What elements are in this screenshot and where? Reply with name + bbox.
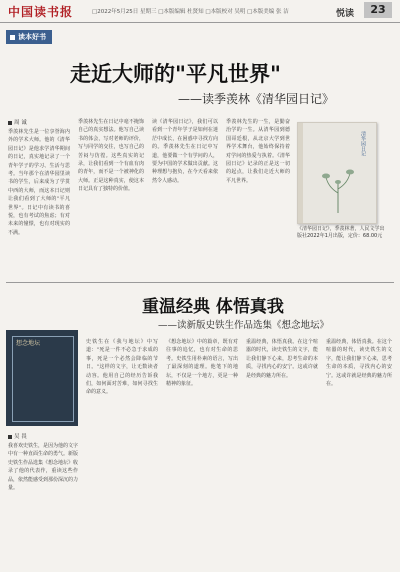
article1-column-1: 季羡林先生是一位享誉海内外的学术大师。他的《清华园日记》是他求学清华期间的日记，真实地记录了一个青年学子的学习、生活与思考。当年那个在清华园里读书的学生，后来成为了学贯中西的大师，而这本日记则让我们看到了大师的"平凡世界"。日记中有读书的喜悦，也有考试的焦虑；有对未来的憧憬，也有对现实的不满。	[8, 129, 70, 236]
book-spine	[298, 123, 303, 223]
article2-column-2: 史铁生在《我与地坛》中写道："死是一件不必急于求成的事，死是一个必然会降临的节日。"这样的文字，让无数读者动容。他用自己的经历告诉我们，如何面对苦难，如何寻找生命的意义。	[86, 339, 158, 396]
article2-subtitle: ——读新版史铁生作品选集《想念地坛》	[158, 320, 330, 331]
article1-author: 周 诚	[14, 120, 27, 126]
square-icon	[10, 35, 15, 40]
section-name: 悦读	[336, 9, 355, 19]
column-tag	[6, 30, 52, 44]
article1-title: 走近大师的"平凡世界"	[70, 61, 281, 86]
book1-caption: 《清华园日记》，季羡林著，人民文学出版社2022年1月出版，定价：68.00元	[297, 226, 385, 239]
article2-author: 吴 畏	[14, 434, 27, 440]
book-cover-frame	[12, 336, 74, 422]
article1-byline	[8, 118, 27, 126]
book-cover-2	[6, 330, 78, 426]
article2-column-5: 重温经典，体悟真我。在这个喧嚣的时代，读史铁生的文字，能让我们静下心来，思考生命的本质，寻找内心的安宁。这或许就是经典的魅力所在。	[326, 339, 392, 388]
article1-column-4: 季羡林先生的一生，是勤奋治学的一生。从清华园到德国哥廷根，从北京大学到世界学术舞台，他始终保持着对学问的热爱与执着。《清华园日记》记录的正是这一切的起点，让我们走近大师的平凡世界。	[226, 119, 290, 184]
book-cover-1	[297, 122, 377, 224]
square-icon	[8, 435, 12, 439]
book-cover-title: 清华园日记	[360, 131, 366, 156]
article2-column-4: 重温经典，体悟真我。在这个喧嚣的时代，读史铁生的文字，能让我们静下心来，思考生命的本质，寻找内心的安宁。这或许就是经典的魅力所在。	[246, 339, 318, 379]
article1-column-2: 季羡林先生在日记中毫不掩饰自己的真实想法。他写自己读书的体会，写对老师的评价，写与同学的交往，也写自己的苦闷与彷徨。这些真实的记录，让我们看到一个有血有肉的青年，而不是一个被神化的大师。正是这种真实，使这本日记具有了独特的价值。	[78, 119, 144, 193]
article2-title: 重温经典 体悟真我	[142, 297, 284, 317]
book2-cover-title: 想念地坛	[16, 340, 41, 347]
section-divider	[6, 282, 394, 283]
article2-column-3: 《想念地坛》中的篇章，既有对往事的追忆，也有对生命的思考。史铁生用朴素的语言，写出了最深刻的道理。他笔下的地坛，不仅是一个地方，更是一种精神的象征。	[166, 339, 238, 388]
page-number: 23	[364, 2, 392, 18]
dateline: □2022年5月25日 星期三 □本版编辑 杜贤知 □本版校对 吴明 □本版美编 张 洁	[92, 9, 289, 15]
masthead	[0, 0, 400, 23]
plant-icon	[318, 163, 358, 213]
column-tag-label: 读本好书	[18, 33, 46, 41]
article1-column-3: 读《清华园日记》，我们可以看到一个青年学子是如何在迷茫中成长，在困惑中寻找方向的。季羡林先生在日记中写道，他要做一个有学问的人，要为中国的学术做出贡献。这种理想与抱负，在今天看来依然令人感动。	[152, 119, 218, 184]
newspaper-logo: 中国读书报	[8, 5, 74, 19]
article2-byline	[8, 432, 27, 440]
article2-column-1: 我喜欢史铁生，是因为他的文字中有一种直面生命的勇气。新版史铁生作品选集《想念地坛》收录了他的代表作，重读这些作品，依然能感受到那份深沉的力量。	[8, 443, 78, 492]
article1-subtitle: ——读季羡林《清华园日记》	[178, 92, 335, 106]
square-icon	[8, 121, 12, 125]
